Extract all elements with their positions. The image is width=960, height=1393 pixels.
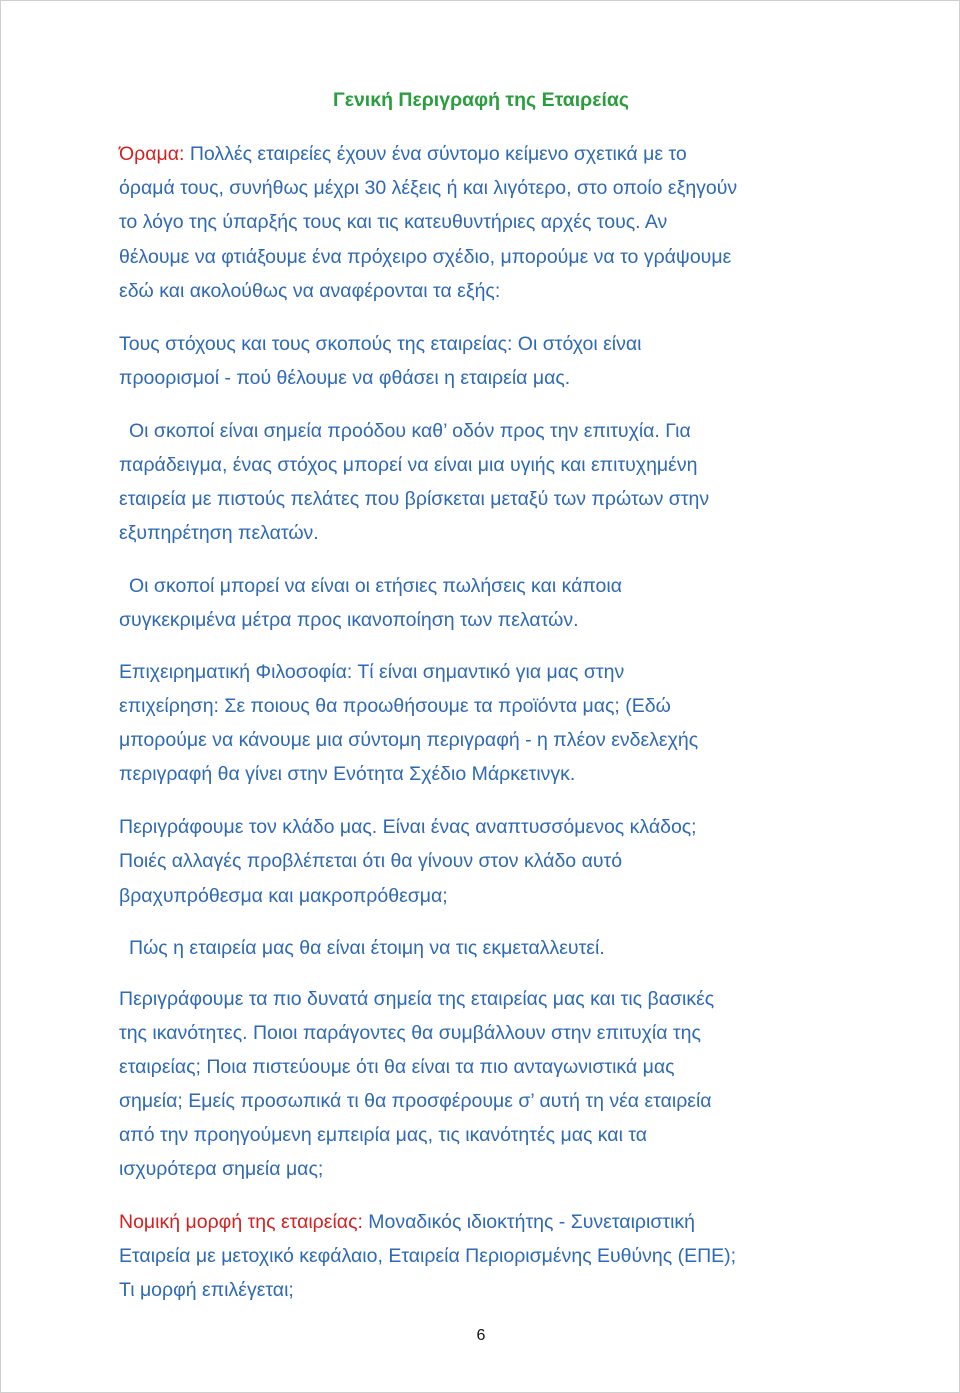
annual-line-1: Οι σκοποί μπορεί να είναι οι ετήσιες πωλήσεις και κάποια: [129, 575, 623, 597]
strengths-line-1: Περιγράφουμε τα πιο δυνατά σημεία της εταιρείας μας και τις βασικές: [119, 988, 715, 1010]
philosophy-line-1: Επιχειρηματική Φιλοσοφία: Τί είναι σημαντικό για μας στην: [119, 661, 625, 683]
philosophy-line-3: μπορούμε να κάνουμε μια σύντομη περιγραφή - η πλέον ενδελεχής: [119, 729, 699, 751]
objectives-line-2: παράδειγμα, ένας στόχος μπορεί να είναι μια υγιής και επιτυχημένη: [119, 454, 698, 476]
philosophy-line-4: περιγραφή θα γίνει στην Ενότητα Σχέδιο Μάρκετινγκ.: [119, 763, 576, 785]
page-title: Γενική Περιγραφή της Εταιρείας: [332, 89, 630, 111]
objectives-line-1: Οι σκοποί είναι σημεία προόδου καθ’ οδόν προς την επιτυχία. Για: [129, 420, 691, 442]
vision-line-5: εδώ και ακολούθως να αναφέρονται τα εξής:: [119, 280, 501, 302]
legal-line-3: Τι μορφή επιλέγεται;: [119, 1279, 294, 1301]
vision-line-1: [119, 142, 687, 166]
vision-label: Όραμα:: [119, 143, 185, 165]
ready-line: Πώς η εταιρεία μας θα είναι έτοιμη να τις εκμεταλλευτεί.: [129, 937, 605, 959]
objectives-line-4: εξυπηρέτηση πελατών.: [119, 522, 319, 544]
legal-line-2: Εταιρεία με μετοχικό κεφάλαιο, Εταιρεία Περιορισμένης Ευθύνης (ΕΠΕ);: [119, 1245, 737, 1267]
strengths-line-2: της ικανότητες. Ποιοι παράγοντες θα συμβάλλουν στην επιτυχία της: [119, 1022, 701, 1044]
annual-line-2: συγκεκριμένα μέτρα προς ικανοποίηση των πελατών.: [119, 609, 579, 631]
page-number: 6: [476, 1327, 486, 1344]
vision-line-4: θέλουμε να φτιάξουμε ένα πρόχειρο σχέδιο, μπορούμε να το γράψουμε: [119, 246, 732, 268]
philosophy-line-2: επιχείρηση: Σε ποιους θα προωθήσουμε τα προϊόντα μας; (Εδώ: [119, 695, 671, 717]
legal-label: Νομική μορφή της εταιρείας:: [119, 1211, 363, 1233]
goals-line-1: Τους στόχους και τους σκοπούς της εταιρείας: Οι στόχοι είναι: [119, 333, 642, 355]
strengths-line-4: σημεία; Εμείς προσωπικά τι θα προσφέρουμε σ’ αυτή τη νέα εταιρεία: [119, 1090, 712, 1112]
goals-line-2: προορισμοί - πού θέλουμε να φθάσει η εταιρεία μας.: [119, 367, 571, 389]
legal-line-1: [119, 1210, 695, 1234]
industry-line-2: Ποιές αλλαγές προβλέπεται ότι θα γίνουν στον κλάδο αυτό: [119, 850, 623, 872]
vision-text: Πολλές εταιρείες έχουν ένα σύντομο κείμενο σχετικά με το: [184, 143, 687, 165]
industry-line-3: βραχυπρόθεσμα και μακροπρόθεσμα;: [119, 885, 448, 907]
legal-text: Μοναδικός ιδιοκτήτης - Συνεταιριστική: [362, 1211, 695, 1233]
industry-line-1: Περιγράφουμε τον κλάδο μας. Είναι ένας αναπτυσσόμενος κλάδος;: [119, 816, 697, 838]
vision-line-3: το λόγο της ύπαρξής τους και τις κατευθυντήριες αρχές τους. Αν: [119, 211, 668, 233]
strengths-line-3: εταιρείας; Ποια πιστεύουμε ότι θα είναι τα πιο ανταγωνιστικά μας: [119, 1056, 675, 1078]
strengths-line-5: από την προηγούμενη εμπειρία μας, τις ικανότητές μας και τα: [119, 1124, 648, 1146]
vision-line-2: όραμά τους, συνήθως μέχρι 30 λέξεις ή και λιγότερο, στο οποίο εξηγούν: [119, 177, 738, 199]
strengths-line-6: ισχυρότερα σημεία μας;: [119, 1158, 324, 1180]
objectives-line-3: εταιρεία με πιστούς πελάτες που βρίσκεται μεταξύ των πρώτων στην: [119, 488, 710, 510]
